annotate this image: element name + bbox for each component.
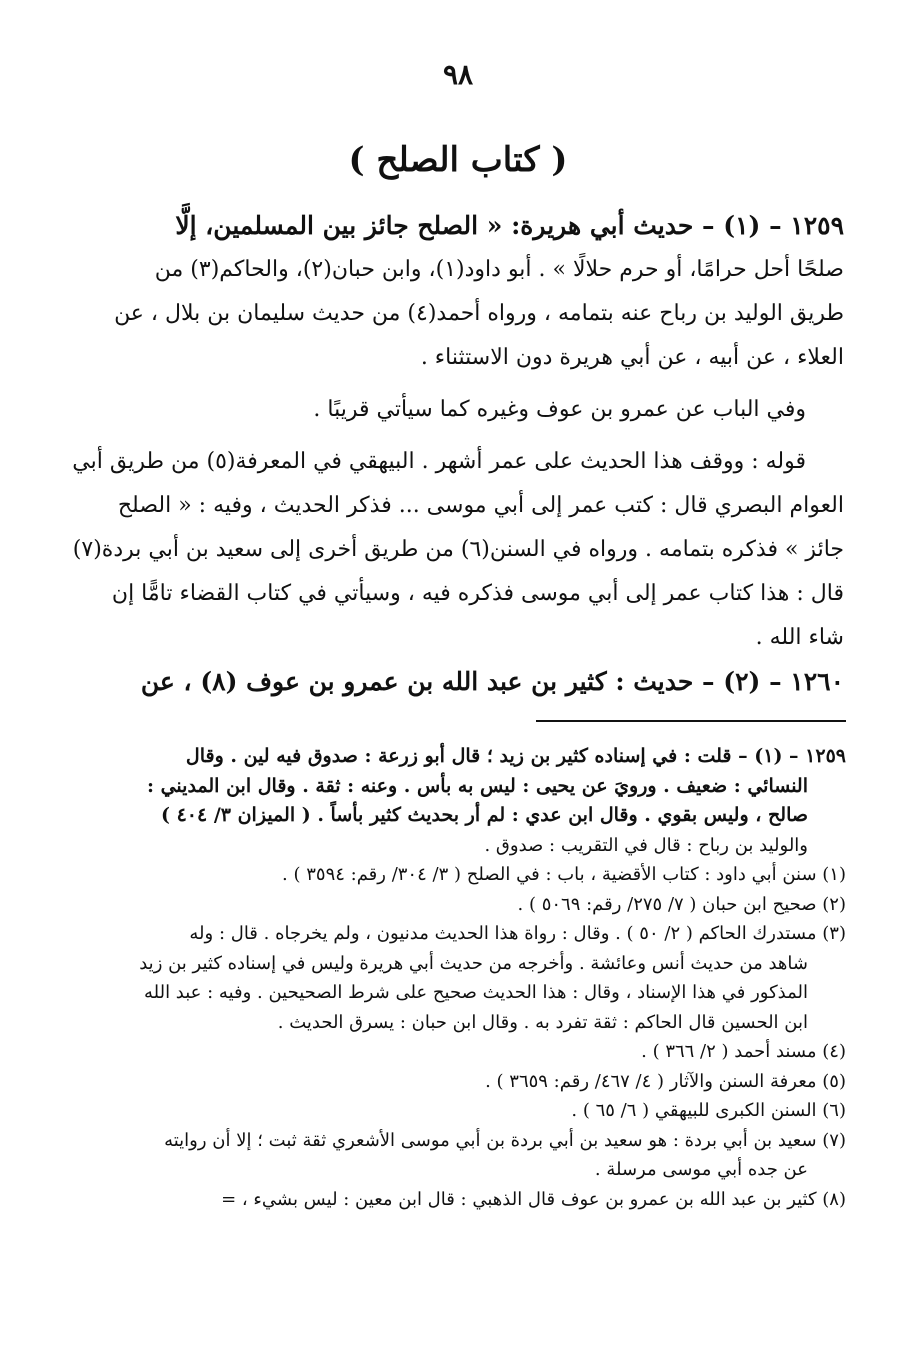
footnote-line: المذكور في هذا الإسناد ، وقال : هذا الحديث صحيح على شرط الصحيحين . وفيه : عبد الله xyxy=(143,982,808,1003)
chapter-title: ( كتاب الصلح ) xyxy=(348,140,568,180)
hadith-1259-line-3: طريق الوليد بن رباح عنه بتمامه ، ورواه أحمد(٤) من حديث سليمان بن بلال ، عن xyxy=(114,301,844,326)
footnote-line: عن جده أبي موسى مرسلة . xyxy=(594,1159,808,1180)
footnote-line: (٤) مسند أحمد ( ٢/ ٣٦٦ ) . xyxy=(641,1041,846,1062)
page-number: ٩٨ xyxy=(442,58,474,91)
footnote-line: والوليد بن رباح : قال في التقريب : صدوق . xyxy=(484,834,808,856)
footnote-line: (٧) سعيد بن أبي بردة : هو سعيد بن أبي بردة بن أبي موسى الأشعري ثقة ثبت ؛ إلا أن روايته xyxy=(164,1129,846,1151)
qawluh-line-5: شاء الله . xyxy=(755,625,844,650)
footnote-line: شاهد من حديث أنس وعائشة . وأخرجه من حديث أبي هريرة وليس في إسناده كثير بن زيد xyxy=(139,952,808,974)
bab-text: وفي الباب عن عمرو بن عوف وغيره كما سيأتي قريبًا . xyxy=(313,397,806,422)
footnote-line: (٢) صحيح ابن حبان ( ٧/ ٢٧٥/ رقم: ٥٠٦٩ ) . xyxy=(517,893,846,915)
footnote-line: (٣) مستدرك الحاكم ( ٢/ ٥٠ ) . وقال : رواة هذا الحديث مدنيون ، ولم يخرجاه . قال : وله xyxy=(189,923,846,944)
hadith-1259-line-4: العلاء ، عن أبيه ، عن أبي هريرة دون الاستثناء . xyxy=(420,345,844,370)
footnote-line: (٦) السنن الكبرى للبيهقي ( ٦/ ٦٥ ) . xyxy=(571,1100,846,1121)
footnote-line: (١) سنن أبي داود : كتاب الأقضية ، باب : في الصلح ( ٣/ ٣٠٤/ رقم: ٣٥٩٤ ) . xyxy=(282,864,846,885)
footnotes xyxy=(74,742,846,1214)
footnote-line: صالح ، وليس بقوي . وقال ابن عدي : لم أر بحديث كثير بأساً . ( الميزان ٣/ ٤٠٤ ) xyxy=(160,804,808,826)
footnote-line: (٥) معرفة السنن والآثار ( ٤/ ٤٦٧/ رقم: ٣٦٥٩ ) . xyxy=(485,1070,846,1092)
footnote-divider xyxy=(536,720,846,722)
footnote-line: ابن الحسين قال الحاكم : ثقة تفرد به . وقال ابن حبان : يسرق الحديث . xyxy=(277,1011,808,1033)
qawluh-line-3: جائز » فذكره بتمامه . ورواه في السنن(٦) من طريق أخرى إلى سعيد بن أبي بردة(٧) xyxy=(72,537,844,562)
hadith-1259-line-2: صلحًا أحل حرامًا، أو حرم حلالًا » . أبو داود(١)، وابن حبان(٢)، والحاكم(٣) من xyxy=(154,257,844,282)
hadith-1260-line-1: ١٢٦٠ – (٢) – حديث : كثير بن عبد الله بن عمرو بن عوف (٨) ، عن xyxy=(140,667,844,696)
hadith-1259 xyxy=(74,204,844,380)
qawluh-line-4: قال : هذا كتاب عمر إلى أبي موسى فذكره فيه ، وسيأتي في كتاب القضاء تامًّا إن xyxy=(111,581,844,606)
hadith-1260 xyxy=(74,660,844,704)
qawluh-line-2: العوام البصري قال : كتب عمر إلى أبي موسى ... فذكر الحديث ، وفيه : « الصلح xyxy=(117,493,844,518)
qawluh-line-1: قوله : ووقف هذا الحديث على عمر أشهر . البيهقي في المعرفة(٥) من طريق أبي xyxy=(72,449,806,474)
footnote-line: ١٢٥٩ – (١) – قلت : في إسناده كثير بن زيد ؛ قال أبو زرعة : صدوق فيه لين . وقال xyxy=(185,745,846,767)
qawluh-paragraph xyxy=(74,440,844,660)
footnote-line: النسائي : ضعيف . ورويَ عن يحيى : ليس به بأس . وعنه : ثقة . وقال ابن المديني : xyxy=(146,774,808,797)
footnote-line: (٨) كثير بن عبد الله بن عمرو بن عوف قال الذهبي : قال ابن معين : ليس بشيء ، = xyxy=(221,1188,846,1210)
hadith-1259-line-1: ١٢٥٩ – (١) – حديث أبي هريرة: « الصلح جائز بين المسلمين، إلَّا xyxy=(175,211,844,240)
bab-paragraph xyxy=(74,388,844,432)
